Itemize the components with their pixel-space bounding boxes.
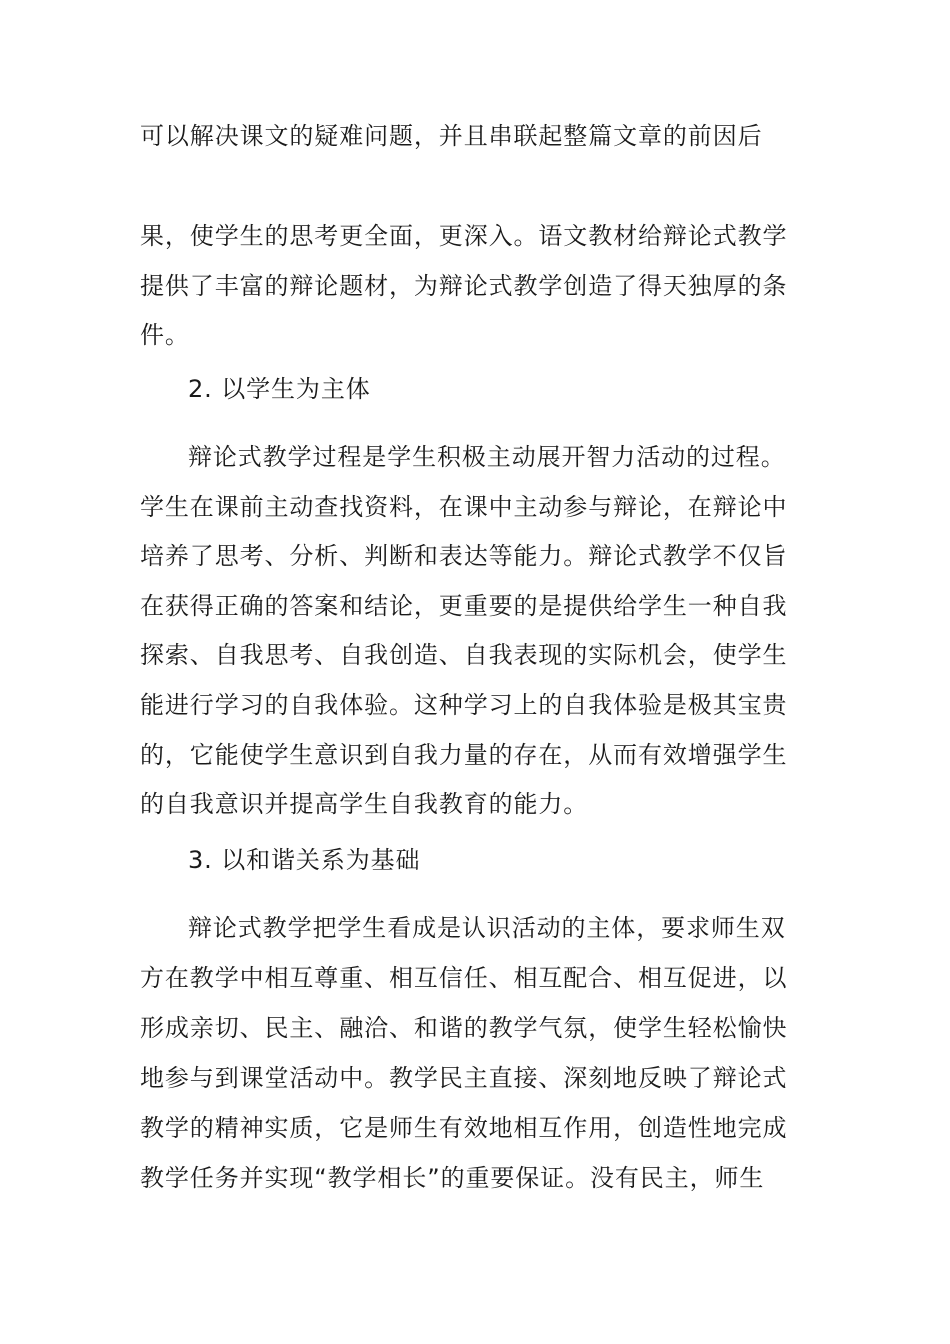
section-heading-2: 2. 以学生为主体 [188, 375, 371, 403]
paragraph-2-line-3: 培养了思考、分析、判断和表达等能力。辩论式教学不仅旨 [140, 542, 788, 570]
paragraph-1-line-2: 果，使学生的思考更全面，更深入。语文教材给辩论式教学 [140, 222, 788, 250]
paragraph-3-line-3: 形成亲切、民主、融洽、和谐的教学气氛，使学生轻松愉快 [140, 1014, 788, 1042]
paragraph-3-line-1: 辩论式教学把学生看成是认识活动的主体，要求师生双 [188, 914, 786, 942]
paragraph-2-line-8: 的自我意识并提高学生自我教育的能力。 [140, 790, 589, 818]
paragraph-2-line-7: 的，它能使学生意识到自我力量的存在，从而有效增强学生 [140, 741, 788, 769]
paragraph-1-line-1: 可以解决课文的疑难问题，并且串联起整篇文章的前因后 [140, 122, 763, 150]
paragraph-2-line-2: 学生在课前主动查找资料，在课中主动参与辩论，在辩论中 [140, 493, 788, 521]
paragraph-2-line-5: 探索、自我思考、自我创造、自我表现的实际机会，使学生 [140, 641, 788, 669]
section-heading-3: 3. 以和谐关系为基础 [188, 846, 421, 874]
paragraph-2-line-6: 能进行学习的自我体验。这种学习上的自我体验是极其宝贵 [140, 691, 788, 719]
paragraph-1-line-3: 提供了丰富的辩论题材，为辩论式教学创造了得天独厚的条 [140, 272, 788, 300]
paragraph-2-line-1: 辩论式教学过程是学生积极主动展开智力活动的过程。 [188, 443, 786, 471]
paragraph-3-line-5: 教学的精神实质，它是师生有效地相互作用，创造性地完成 [140, 1114, 788, 1142]
paragraph-3-line-4: 地参与到课堂活动中。教学民主直接、深刻地反映了辩论式 [140, 1064, 788, 1092]
paragraph-3-line-2: 方在教学中相互尊重、相互信任、相互配合、相互促进，以 [140, 964, 788, 992]
paragraph-2-line-4: 在获得正确的答案和结论，更重要的是提供给学生一种自我 [140, 592, 788, 620]
paragraph-1-line-4: 件。 [140, 321, 190, 349]
paragraph-3-line-6: 教学任务并实现“教学相长”的重要保证。没有民主，师生 [140, 1164, 765, 1192]
